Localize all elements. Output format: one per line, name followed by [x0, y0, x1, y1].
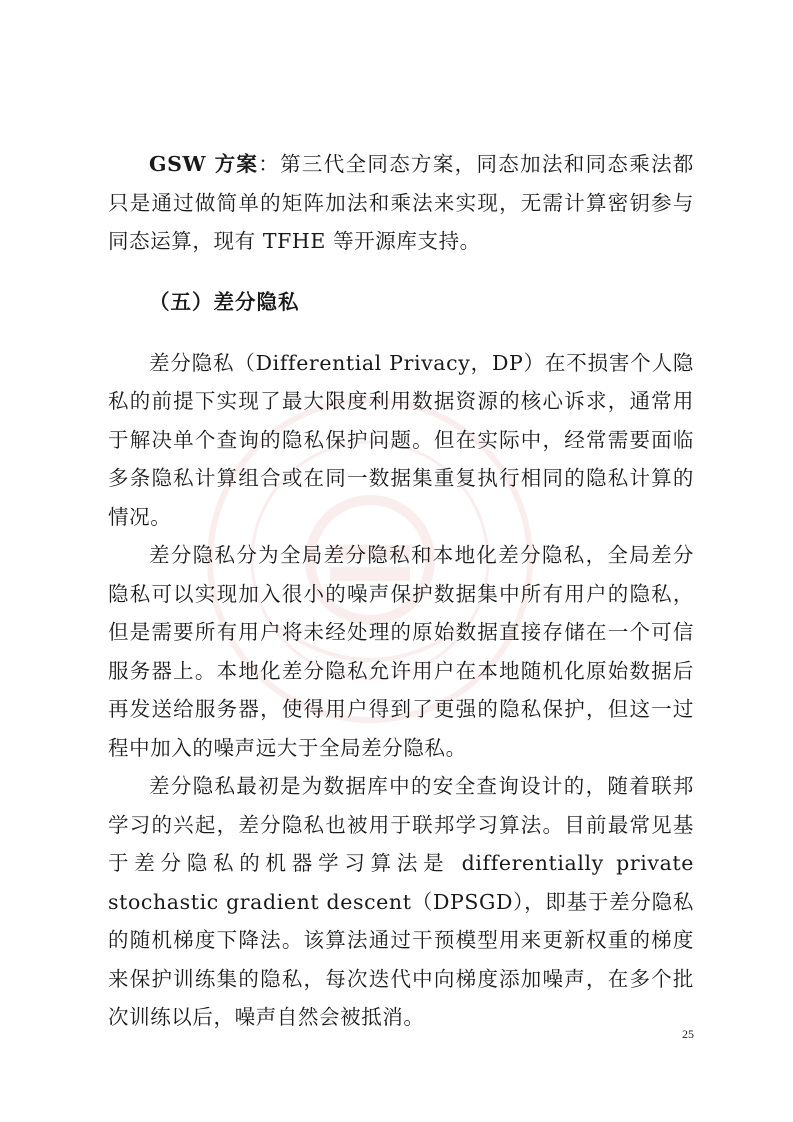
body-paragraph: 差分隐私（Differential Privacy，DP）在不损害个人隐私的前提下实现了最大限度利用数据资源的核心诉求，通常用于解决单个查询的隐私保护问题。但在实际中，经常需要面临多条隐私计算组合或在同一数据集重复执行相同的隐私计算的情况。 [108, 350, 694, 529]
page-number: 25 [682, 1027, 694, 1041]
gsw-description: ：第三代全同态方案，同态加法和同态乘法都只是通过做简单的矩阵加法和乘法来实现，无需计算密钥参与同态运算，现有 TFHE 等开源库支持。 [108, 152, 694, 253]
gsw-paragraph [108, 145, 694, 261]
gsw-lead-term: GSW 方案 [149, 152, 259, 176]
section-heading: （五）差分隐私 [149, 289, 300, 314]
body-paragraph: 差分隐私最初是为数据库中的安全查询设计的，随着联邦学习的兴起，差分隐私也被用于联邦学习算法。目前最常见基于差分隐私的机器学习算法是 differentially private stochastic gradient descent（DPSGD），即基于差分隐私的随机梯度下降法。该算法通过干预模型用来更新权重的梯度来保护训练集的隐私，每次迭代中向梯度添加噪声，在多个批次训练以后，噪声自然会被抵消。 [108, 774, 694, 1029]
document-body [108, 145, 694, 1037]
body-paragraph: 差分隐私分为全局差分隐私和本地化差分隐私，全局差分隐私可以实现加入很小的噪声保护数据集中所有用户的隐私，但是需要所有用户将未经处理的原始数据直接存储在一个可信服务器上。本地化差分隐私允许用户在本地随机化原始数据后再发送给服务器，使得用户得到了更强的隐私保护，但这一过程中加入的噪声远大于全局差分隐私。 [108, 543, 694, 760]
